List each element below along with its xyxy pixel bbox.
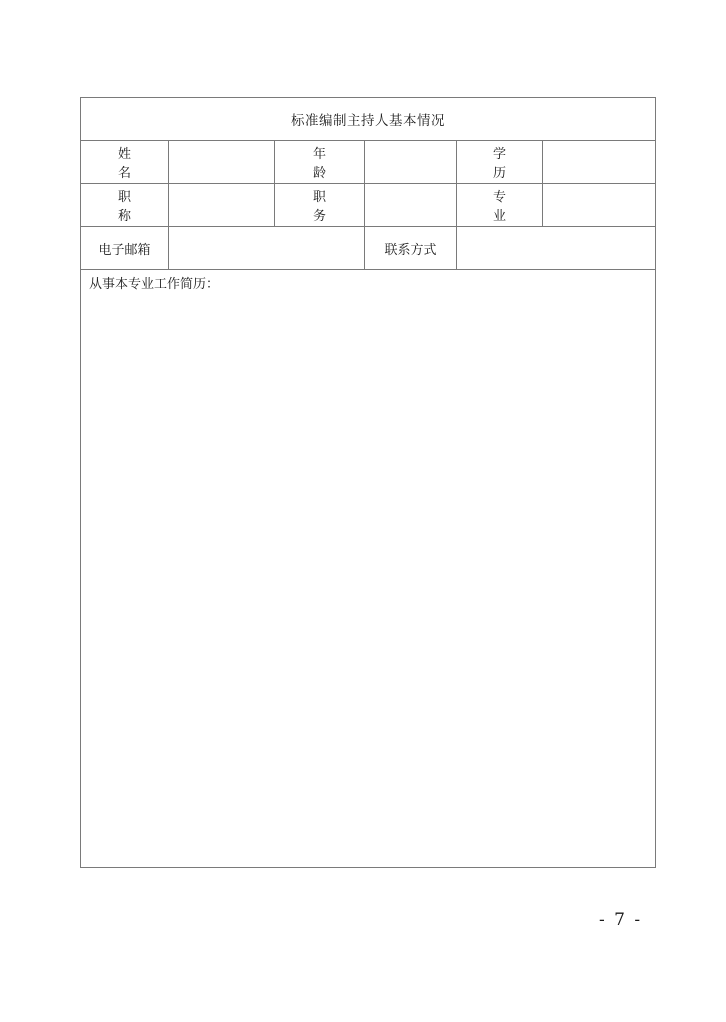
contact-field[interactable] — [457, 227, 656, 270]
email-label: 电子邮箱 — [81, 227, 169, 270]
resume-area[interactable] — [81, 270, 656, 868]
education-field[interactable] — [543, 141, 656, 184]
position-field[interactable] — [365, 184, 457, 227]
professional-title-label: 职称 — [81, 184, 169, 227]
host-info-form — [80, 97, 656, 868]
form-title: 标准编制主持人基本情况 — [81, 98, 656, 141]
major-field[interactable] — [543, 184, 656, 227]
resume-label: 从事本专业工作简历： — [89, 277, 220, 292]
page-number: - 7 - — [599, 910, 643, 930]
position-label: 职务 — [275, 184, 365, 227]
contact-label: 联系方式 — [365, 227, 457, 270]
name-field[interactable] — [169, 141, 275, 184]
age-field[interactable] — [365, 141, 457, 184]
major-label: 专业 — [457, 184, 543, 227]
age-label: 年龄 — [275, 141, 365, 184]
education-label: 学历 — [457, 141, 543, 184]
name-label: 姓名 — [81, 141, 169, 184]
professional-title-field[interactable] — [169, 184, 275, 227]
email-field[interactable] — [169, 227, 365, 270]
